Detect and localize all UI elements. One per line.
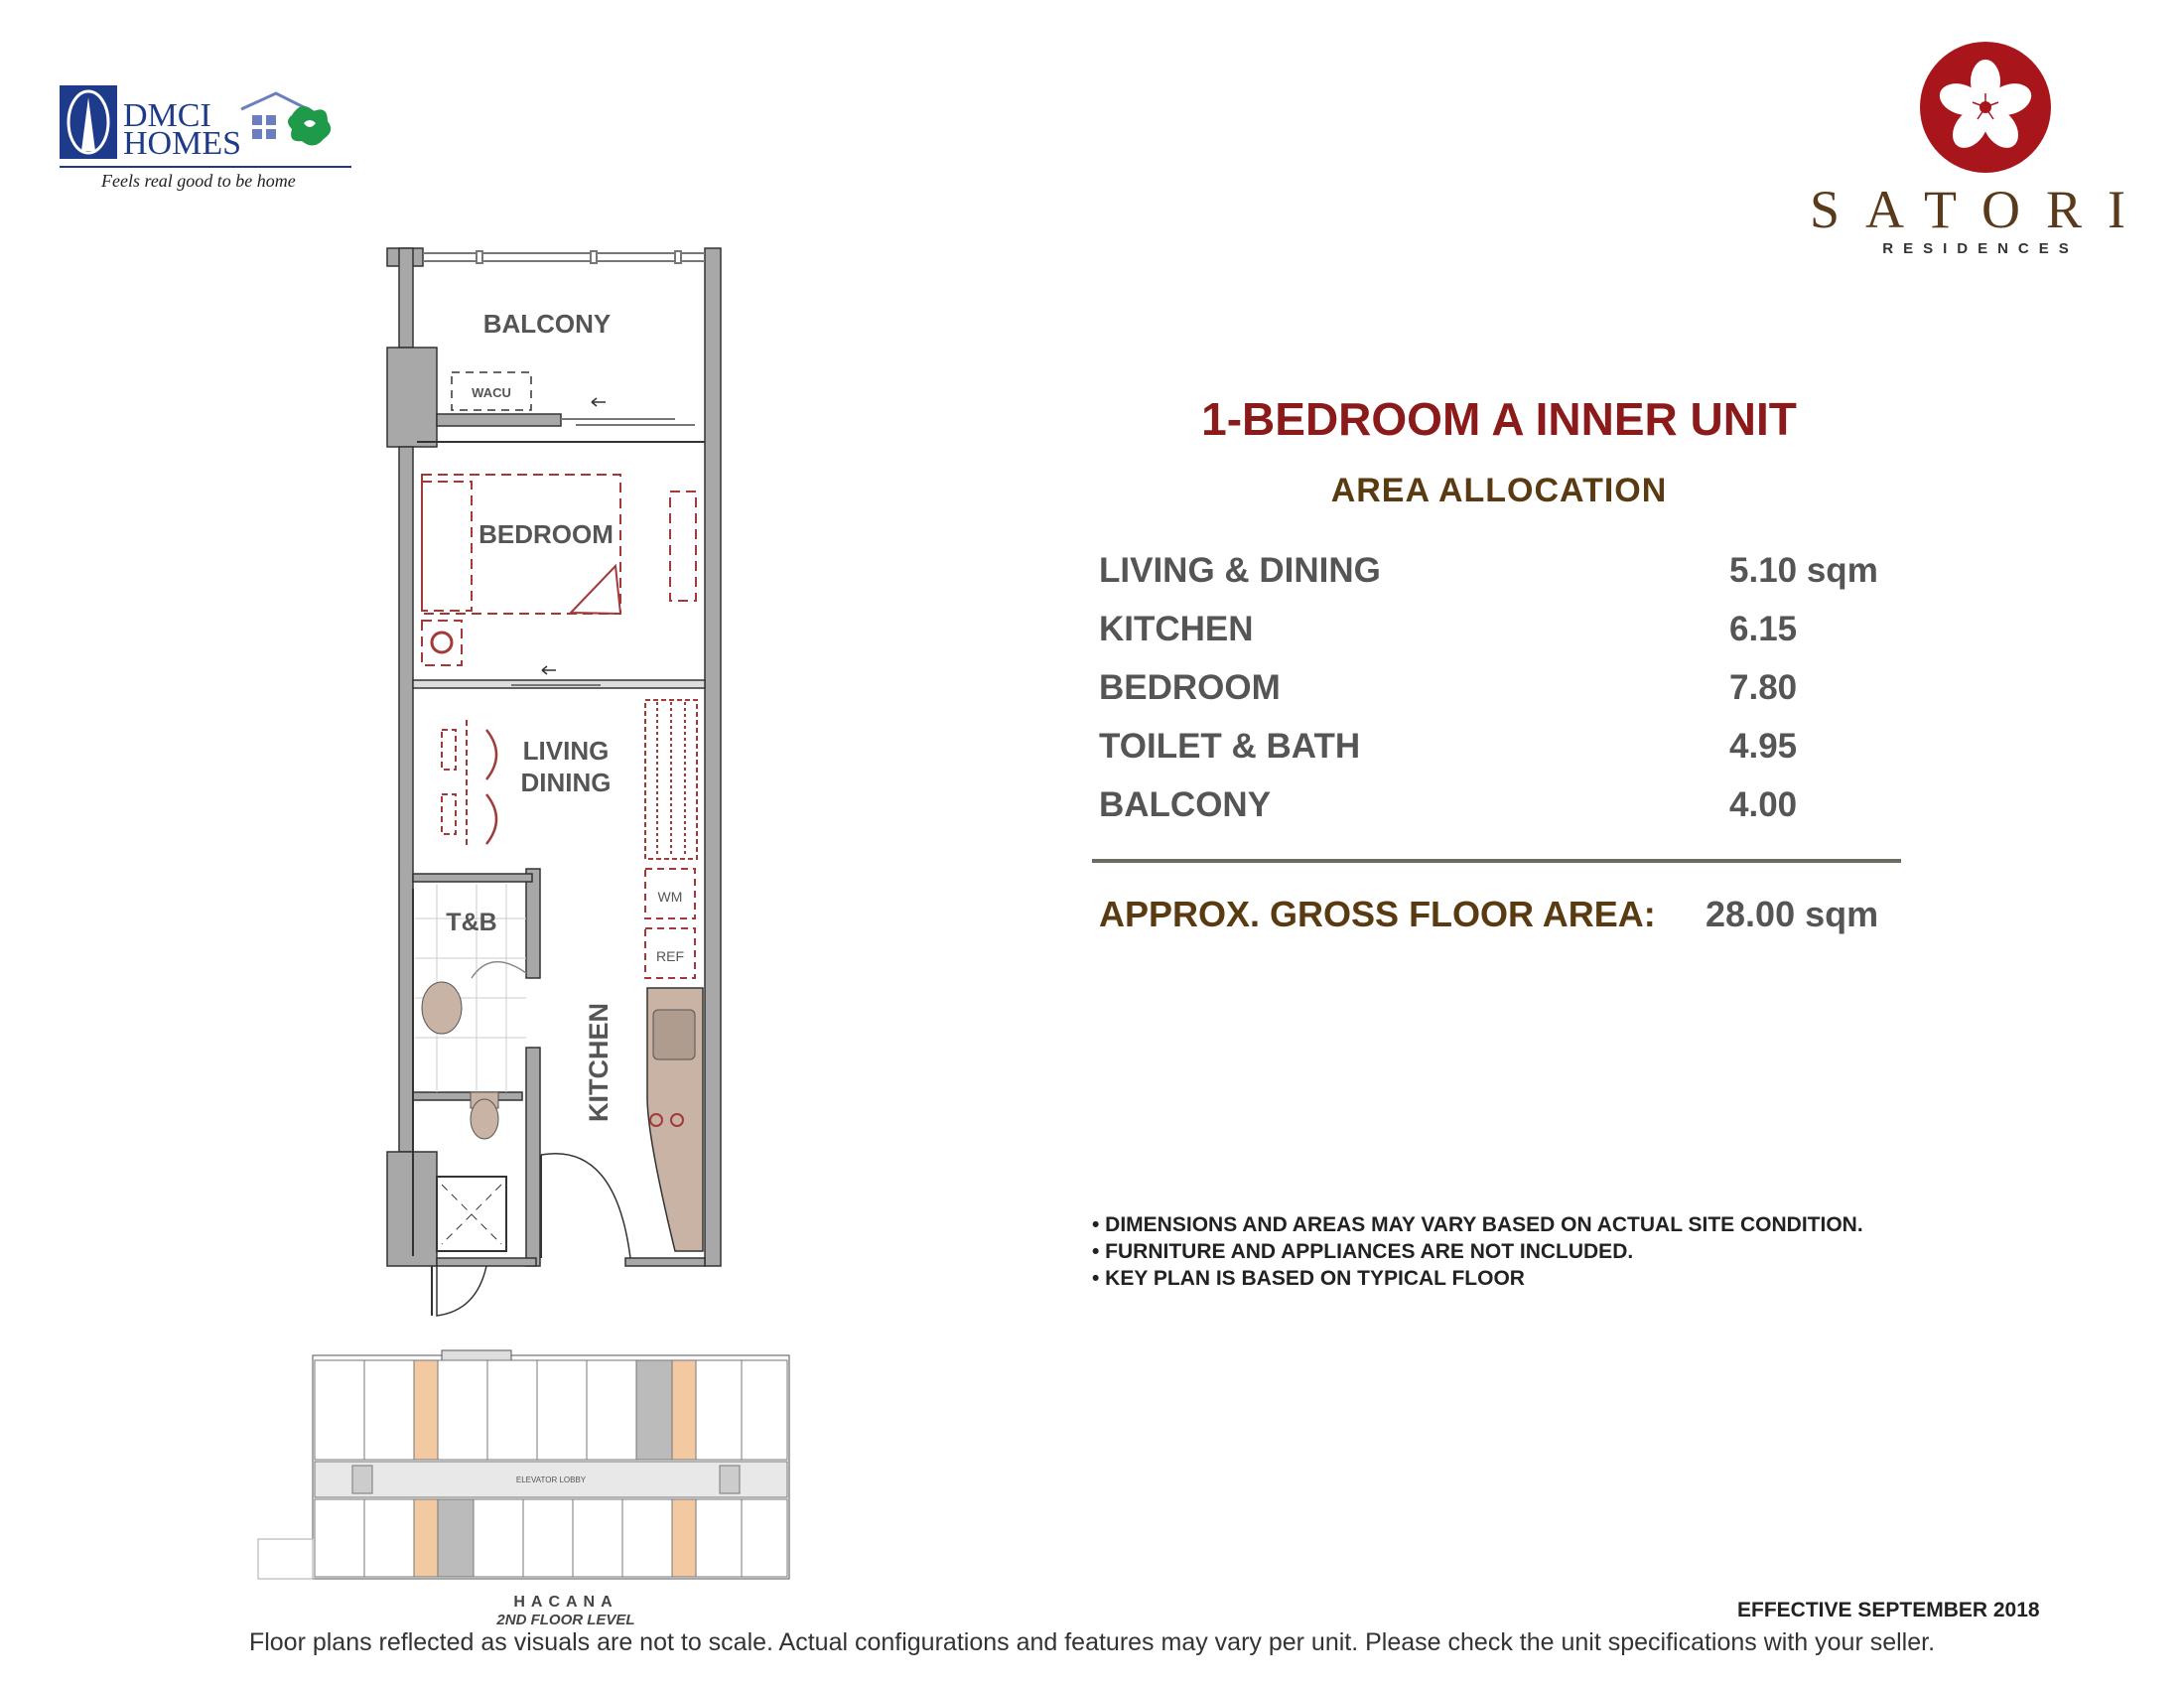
area-value: 7.80: [1729, 668, 1798, 707]
wacu-label: WACU: [472, 385, 511, 400]
area-row: [1099, 727, 1893, 776]
key-plan-level: 2ND FLOOR LEVEL: [496, 1612, 635, 1628]
satori-subtitle: RESIDENCES: [1882, 240, 2079, 257]
area-row: [1099, 785, 1893, 835]
kitchen-label: KITCHEN: [584, 1003, 614, 1122]
dmci-homes-logo: [58, 79, 355, 199]
tb-label: T&B: [446, 909, 497, 936]
gross-floor-area-value: 28.00 sqm: [1706, 894, 1879, 934]
unit-title: 1-BEDROOM A INNER UNIT: [1201, 393, 1797, 445]
dmci-tagline: Feels real good to be home: [101, 171, 296, 191]
ref-label: REF: [656, 948, 684, 964]
note-item: • KEY PLAN IS BASED ON TYPICAL FLOOR: [1092, 1267, 1525, 1290]
area-value: 5.10 sqm: [1729, 551, 1878, 590]
area-allocation-heading: AREA ALLOCATION: [1330, 472, 1668, 509]
floor-plan-drawing: [377, 243, 735, 1326]
elevator-lobby-label: ELEVATOR LOBBY: [515, 1476, 587, 1484]
disclaimer: Floor plans reflected as visuals are not to scale. Actual configurations and features may vary per unit. Please check the unit specifications with your seller.: [248, 1628, 1936, 1656]
wm-label: WM: [657, 889, 683, 905]
area-label: BALCONY: [1099, 785, 1272, 824]
key-plan: [253, 1340, 809, 1628]
homes-name: HOMES: [123, 125, 242, 162]
key-plan-drawing: [253, 1340, 809, 1599]
satori-wordmark: SATORI: [1809, 180, 2152, 239]
dining-label: DINING: [520, 768, 612, 797]
unit-floor-plan: [377, 243, 735, 1326]
note-item: • DIMENSIONS AND AREAS MAY VARY BASED ON ACTUAL SITE CONDITION.: [1092, 1213, 1863, 1236]
notes-list: [1092, 1211, 1863, 1292]
area-row: [1099, 668, 1893, 718]
area-value: 4.00: [1729, 785, 1798, 824]
area-value: 4.95: [1729, 727, 1798, 766]
satori-residences-logo: [1807, 30, 2154, 268]
cherry-blossom-icon: [1807, 30, 2154, 179]
area-label: TOILET & BATH: [1099, 727, 1361, 766]
area-value: 6.15: [1729, 610, 1798, 648]
balcony-label: BALCONY: [482, 309, 612, 339]
gross-floor-area-label: APPROX. GROSS FLOOR AREA:: [1099, 894, 1656, 934]
table-divider: [1092, 859, 1901, 863]
living-label: LIVING: [522, 736, 610, 766]
area-row: [1099, 551, 1893, 601]
key-plan-building: HACANA: [513, 1594, 618, 1611]
effective-date: EFFECTIVE SEPTEMBER 2018: [1737, 1599, 2040, 1621]
area-label: KITCHEN: [1099, 610, 1254, 648]
area-label: LIVING & DINING: [1099, 551, 1381, 590]
note-item: • FURNITURE AND APPLIANCES ARE NOT INCLUDED.: [1092, 1240, 1634, 1263]
bedroom-label: BEDROOM: [478, 519, 614, 549]
dmci-name: DMCI: [123, 97, 211, 134]
area-row: [1099, 610, 1893, 659]
area-label: BEDROOM: [1099, 668, 1281, 707]
